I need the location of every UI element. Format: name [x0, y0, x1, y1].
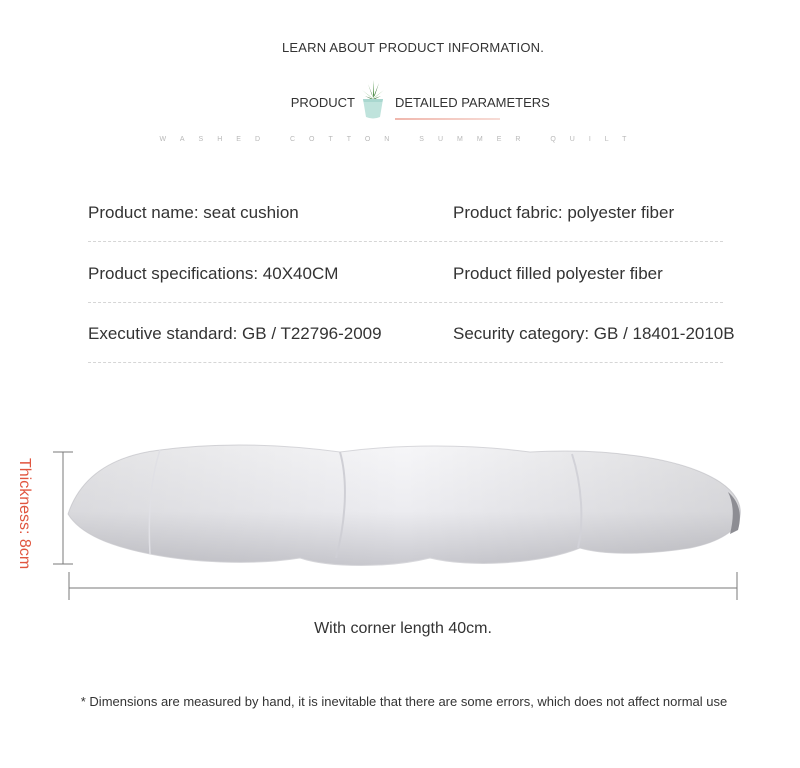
spec-row: [88, 264, 723, 303]
tagline: WASHED COTTON SUMMER QUILT: [159, 136, 641, 143]
thickness-label: Thickness: 8cm: [16, 458, 33, 570]
section-subheader: [0, 78, 800, 126]
subheader-right-label: DETAILED PARAMETERS: [395, 95, 550, 110]
spec-executive-standard: Executive standard: GB / T22796-2009: [88, 324, 382, 343]
potted-plant-icon: [359, 78, 387, 120]
spec-product-specifications: Product specifications: 40X40CM: [88, 264, 339, 283]
subheader-underline: [395, 118, 500, 120]
length-dimension-line: [69, 572, 737, 600]
footnote: * Dimensions are measured by hand, it is inevitable that there are some errors, which does not affect normal use: [80, 694, 728, 709]
subheader-left-label: PRODUCT: [290, 95, 355, 110]
spec-security-category: Security category: GB / 18401-2010B: [453, 324, 735, 343]
page-title: LEARN ABOUT PRODUCT INFORMATION.: [281, 40, 545, 55]
length-caption: With corner length 40cm.: [314, 620, 492, 637]
cushion-illustration: [0, 430, 800, 610]
spec-product-fabric: Product fabric: polyester fiber: [453, 203, 675, 222]
spec-product-name: Product name: seat cushion: [88, 203, 299, 222]
spec-product-filling: Product filled polyester fiber: [453, 264, 663, 283]
spec-row: [88, 324, 735, 363]
spec-row: [88, 203, 723, 242]
